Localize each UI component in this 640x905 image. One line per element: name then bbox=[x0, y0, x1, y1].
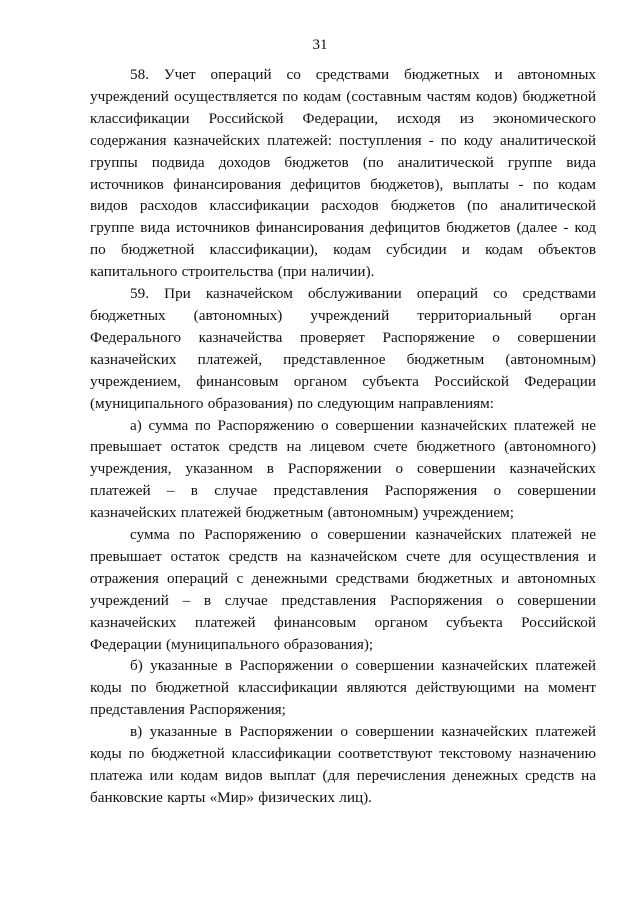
paragraph-59-item-b: б) указанные в Распоряжении о совершении казначейских платежей коды по бюджетной классификации являются действующими на момент представления Распоряжения; bbox=[90, 657, 596, 719]
paragraph-59: 59. При казначейском обслуживании операций со средствами бюджетных (автономных) учреждений территориальный орган Федерального казначейства проверяет Распоряжение о совершении казначейских платежей, представленное бюджетным (автономным) учреждением, финансовым органом субъекта Российской Федерации (муниципального образования) по следующим направлениям: bbox=[90, 285, 596, 412]
paragraph-59-item-a: а) сумма по Распоряжению о совершении казначейских платежей не превышает остаток средств на лицевом счете бюджетного (автономного) учреждения, указанном в Распоряжении о совершении казначейских платежей – в случае представления Распоряжения о совершении казначейских платежей бюджетным (автономным) учреждением; bbox=[90, 416, 596, 522]
document-body bbox=[90, 64, 596, 809]
page-number: 31 bbox=[312, 37, 328, 53]
paragraph-58: 58. Учет операций со средствами бюджетных и автономных учреждений осуществляется по кодам (составным частям кодов) бюджетной классификации Российской Федерации, исходя из экономического содержания казначейских платежей: поступления - по коду аналитической группы подвида доходов бюджетов (по аналитической группе вида источников финансирования дефицитов бюджетов), выплаты - по кодам видов расходов классификации расходов бюджетов (по аналитической группе вида источников финансирования дефицитов бюджетов (далее - код по бюджетной классификации), кодам субсидии и кодам объектов капитального строительства (при наличии). bbox=[90, 66, 596, 281]
paragraph-59-item-v: в) указанные в Распоряжении о совершении казначейских платежей коды по бюджетной классификации соответствуют текстовому назначению платежа или кодам видов выплат (для перечисления денежных средств на банковские карты «Мир» физических лиц). bbox=[90, 723, 596, 806]
paragraph-59-item-a-continued: сумма по Распоряжению о совершении казначейских платежей не превышает остаток средств на казначейском счете для осуществления и отражения операций с денежными средствами бюджетных и автономных учреждений – в случае представления Распоряжения о совершении казначейских платежей финансовым органом субъекта Российской Федерации (муниципального образования); bbox=[90, 526, 596, 653]
